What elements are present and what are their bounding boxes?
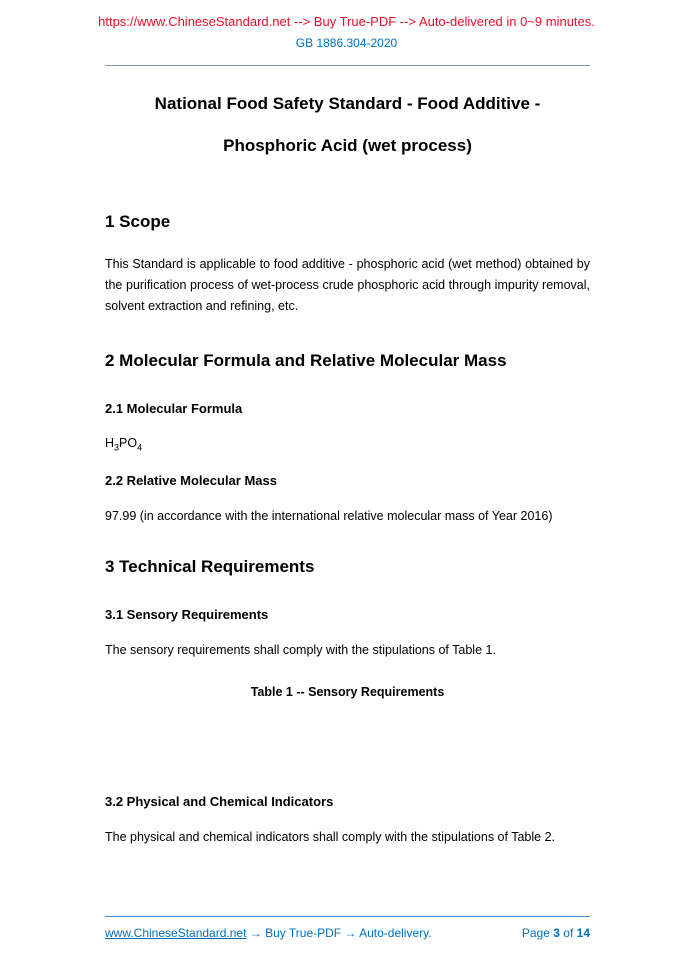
footer-link[interactable]: www.ChineseStandard.net [105,926,247,940]
molecular-formula [105,436,590,453]
document-title-line2: Phosphoric Acid (wet process) [223,136,472,155]
formula-subscript2: 4 [137,442,143,453]
page-indicator [522,926,590,940]
header-divider [105,65,590,66]
page-number: 3 [553,926,560,940]
page-footer [105,916,590,940]
formula-base2: PO [119,436,138,450]
promo-link[interactable]: https://www.ChineseStandard.net --> Buy True-PDF --> Auto-delivered in 0~9 minutes. [98,14,595,29]
footer-promo-text: → Buy True-PDF → Auto-delivery. [246,926,432,940]
sensory-paragraph: The sensory requirements shall comply with the stipulations of Table 1. [105,642,496,657]
subsection-heading-molecular-formula: 2.1 Molecular Formula [105,401,243,416]
section-heading-molecular: 2 Molecular Formula and Relative Molecular Mass [105,351,507,370]
section-heading-technical: 3 Technical Requirements [105,556,315,576]
footer-promo [105,926,432,940]
page-of-label: of [563,926,574,940]
subsection-heading-physical-chemical: 3.2 Physical and Chemical Indicators [105,793,334,809]
page-total: 14 [576,926,590,940]
formula-base1: H [105,436,115,450]
physical-chemical-paragraph: The physical and chemical indicators shall comply with the stipulations of Table 2. [105,829,555,844]
formula-subscript1: 3 [114,442,120,453]
scope-paragraph: This Standard is applicable to food additive - phosphoric acid (wet method) obtained by the purification process of wet-process crude phosphoric acid through impurity removal, solvent extraction and refining, etc. [105,257,590,313]
subsection-heading-sensory: 3.1 Sensory Requirements [105,606,269,622]
subsection-heading-relative-mass: 2.2 Relative Molecular Mass [105,472,277,488]
document-title-line1: National Food Safety Standard - Food Additive - [154,94,541,113]
document-title [105,94,590,156]
table1-caption: Table 1 -- Sensory Requirements [250,684,445,699]
page-label: Page [521,926,550,940]
promo-banner [0,0,693,29]
standard-code: GB 1886.304-2020 [295,36,398,50]
relative-mass-paragraph: 97.99 (in accordance with the international relative molecular mass of Year 2016) [105,508,553,523]
section-heading-scope: 1 Scope [105,212,171,231]
